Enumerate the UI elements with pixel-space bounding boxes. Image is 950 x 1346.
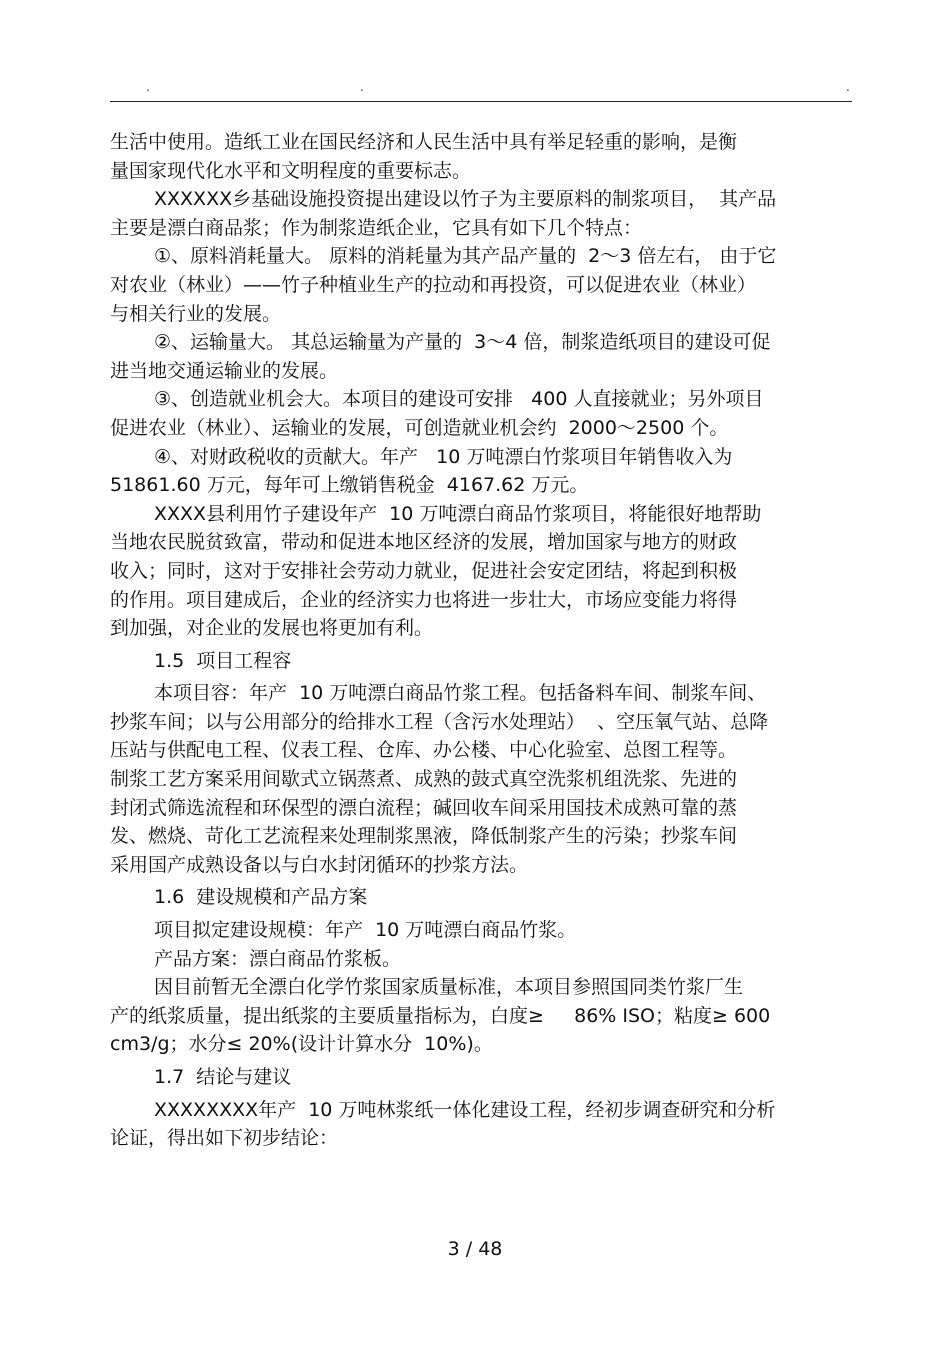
text-line: 制浆工艺方案采用间歇式立锅蒸煮、成熟的鼓式真空洗浆机组洗浆、先进的 xyxy=(110,768,738,791)
text-line: 项目拟定建设规模：年产 10 万吨漂白商品竹浆。 xyxy=(154,919,577,942)
text-line: 的作用。项目建成后，企业的经济实力也将进一步壮大，市场应变能力将得 xyxy=(110,588,738,611)
text-line: 对农业（林业）——竹子种植业生产的拉动和再投资，可以促进农业（林业） xyxy=(110,273,757,296)
body-paragraph xyxy=(110,443,855,500)
text-line: 因目前暂无全漂白化学竹浆国家质量标准，本项目参照国同类竹浆厂生 xyxy=(154,976,744,999)
text-line: 产的纸浆质量，提出纸浆的主要质量指标为，白度≥ 86% ISO；粘度≥ 600 xyxy=(110,1004,771,1027)
text-line: 论证，得出如下初步结论： xyxy=(110,1127,339,1150)
text-line: 压站与供配电工程、仪表工程、仓库、办公楼、中心化验室、总图工程等。 xyxy=(110,739,738,762)
section-heading xyxy=(110,1063,855,1092)
body-paragraph xyxy=(110,916,855,945)
text-line: 本项目容：年产 10 万吨漂白商品竹浆工程。包括备料车间、制浆车间、 xyxy=(154,682,767,705)
text-line: 51861.60 万元，每年可上缴销售税金 4167.62 万元。 xyxy=(110,474,589,497)
text-line: ②、运输量大。 其总运输量为产量的 3～4 倍，制浆造纸项目的建设可促 xyxy=(154,331,771,354)
text-line: 采用国产成熟设备以与白水封闭循环的抄浆方法。 xyxy=(110,853,529,876)
body-paragraph xyxy=(110,500,855,643)
page-header xyxy=(110,80,850,96)
text-line: 进当地交通运输业的发展。 xyxy=(110,359,339,382)
text-line: 1.6 建设规模和产品方案 xyxy=(154,886,368,909)
text-line: 封闭式筛选流程和环保型的漂白流程；碱回收车间采用国技术成熟可靠的蒸 xyxy=(110,796,738,819)
text-line: ④、对财政税收的贡献大。年产 10 万吨漂白竹浆项目年销售收入为 xyxy=(154,445,733,468)
body-paragraph xyxy=(110,973,855,1059)
text-line: 量国家现代化水平和文明程度的重要标志。 xyxy=(110,159,472,182)
text-line: XXXXXXXX年产 10 万吨林浆纸一体化建设工程，经初步调查研究和分析 xyxy=(154,1098,776,1121)
header-rule xyxy=(110,101,852,102)
body-paragraph xyxy=(110,385,855,442)
header-dot-left: . xyxy=(146,80,150,94)
text-line: 与相关行业的发展。 xyxy=(110,302,282,325)
text-line: 当地农民脱贫致富，带动和促进本地区经济的发展，增加国家与地方的财政 xyxy=(110,531,738,554)
header-dot-middle: . xyxy=(360,80,364,94)
body-paragraph xyxy=(110,185,855,242)
page-number: 3 / 48 xyxy=(447,1238,503,1260)
section-heading xyxy=(110,883,855,912)
text-line: XXXX县利用竹子建设年产 10 万吨漂白商品竹浆项目，将能很好地帮助 xyxy=(154,502,762,525)
document-body xyxy=(110,128,855,1153)
body-paragraph xyxy=(110,242,855,328)
text-line: 到加强，对企业的发展也将更加有利。 xyxy=(110,617,434,640)
text-line: XXXXXX乡基础设施投资提出建设以竹子为主要原料的制浆项目， 其产品 xyxy=(154,188,777,211)
text-line: ①、原料消耗量大。 原料的消耗量为其产品产量的 2～3 倍左右， 由于它 xyxy=(154,245,777,268)
body-paragraph xyxy=(110,679,855,879)
text-line: 1.5 项目工程容 xyxy=(154,649,292,672)
text-line: 促进农业（林业）、运输业的发展，可创造就业机会约 2000～2500 个。 xyxy=(110,416,729,439)
header-dot-right: . xyxy=(846,80,850,94)
body-paragraph xyxy=(110,128,855,185)
body-paragraph xyxy=(110,945,855,974)
text-line: 抄浆车间；以与公用部分的给排水工程（含污水处理站） 、空压氧气站、总降 xyxy=(110,710,769,733)
text-line: 发、燃烧、苛化工艺流程来处理制浆黑液，降低制浆产生的污染；抄浆车间 xyxy=(110,825,738,848)
body-paragraph xyxy=(110,328,855,385)
text-line: cm3/g；水分≤ 20%(设计计算水分 10%)。 xyxy=(110,1033,493,1056)
text-line: 主要是漂白商品浆；作为制浆造纸企业，它具有如下几个特点： xyxy=(110,216,643,239)
text-line: 1.7 结论与建议 xyxy=(154,1066,292,1088)
body-paragraph xyxy=(110,1096,855,1153)
text-line: 生活中使用。造纸工业在国民经济和人民生活中具有举足轻重的影响，是衡 xyxy=(110,131,738,153)
text-line: 产品方案：漂白商品竹浆板。 xyxy=(154,947,402,970)
text-line: ③、创造就业机会大。本项目的建设可安排 400 人直接就业；另外项目 xyxy=(154,388,764,411)
section-heading xyxy=(110,647,855,676)
text-line: 收入；同时，这对于安排社会劳动力就业，促进社会安定团结，将起到积极 xyxy=(110,559,738,582)
